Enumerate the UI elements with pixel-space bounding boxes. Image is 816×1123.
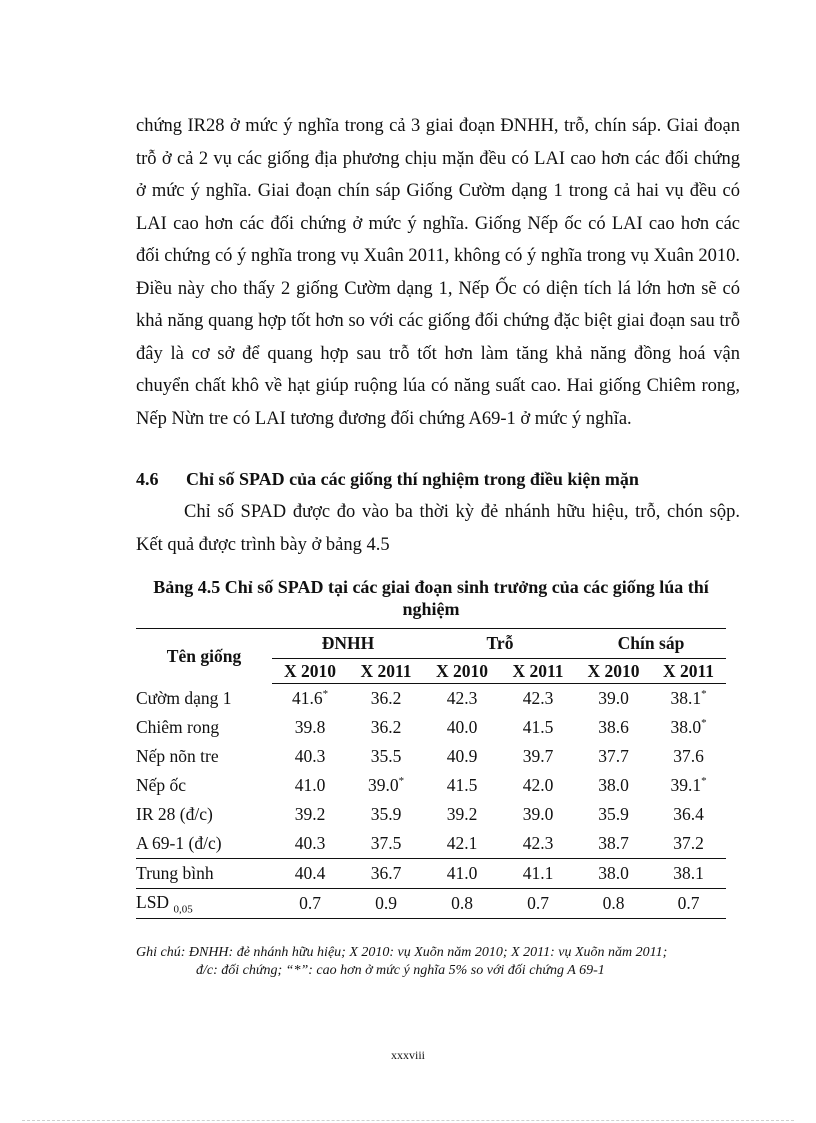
table-cell: 37.6	[673, 746, 704, 766]
table-cell: 36.4	[673, 804, 704, 824]
variety-name: A 69-1 (đ/c)	[136, 833, 222, 853]
page-bottom-divider	[22, 1120, 794, 1121]
table-cell: 38.0*	[670, 717, 707, 737]
table-row	[136, 771, 726, 800]
table-cell: 40.3	[294, 746, 326, 766]
table-cell: 0.7	[651, 889, 726, 919]
table-cell: 0.7	[272, 889, 348, 919]
table-cell: 0.8	[576, 889, 651, 919]
table-cell: 36.7	[348, 859, 424, 889]
table-caption: Bảng 4.5 Chỉ số SPAD tại các giai đoạn sinh trưởng của các giống lúa thí nghiệm	[153, 577, 709, 619]
subheader: X 2010	[424, 659, 500, 684]
table-cell: 40.3	[294, 833, 326, 853]
page-number: xxxviii	[390, 1048, 425, 1062]
body-paragraph	[136, 110, 740, 435]
table-cell: 40.4	[272, 859, 348, 889]
table-cell: 38.0	[576, 859, 651, 889]
table-cell: 39.2	[294, 804, 326, 824]
table-cell: 39.0	[598, 688, 629, 708]
note-line-2: đ/c: đối chứng; “*”: cao hơn ở mức ý nghĩa 5% so với đối chứng A 69-1	[196, 963, 605, 978]
table-cell: 38.0	[598, 775, 629, 795]
table-cell: 41.0	[424, 859, 500, 889]
spad-table	[136, 628, 726, 919]
table-cell: 42.3	[446, 688, 478, 708]
table-cell: 38.7	[598, 833, 629, 853]
table-cell: 36.2	[370, 688, 402, 708]
table-cell: 0.8	[424, 889, 500, 919]
subheader: X 2011	[348, 659, 424, 684]
table-cell: 37.5	[370, 833, 402, 853]
table-cell: 42.0	[522, 775, 554, 795]
table-cell: 41.5	[522, 717, 554, 737]
table-note	[136, 944, 740, 980]
table-cell: 39.1*	[670, 775, 707, 795]
body-paragraph-text: chứng IR28 ở mức ý nghĩa trong cả 3 giai đoạn ĐNHH, trỗ, chín sáp. Giai đoạn trỗ ở cả 2 vụ các giống địa phương chịu mặn đều có LAI cao hơn các đối chứng ở mức ý nghĩa. Giai đoạn chín sáp Giống Cườm dạng 1 trong cả hai vụ đều có LAI cao hơn các đối chứng ở mức ý nghĩa. Giống Nếp ốc có LAI cao hơn các đối chứng có ý nghĩa trong vụ Xuân 2011, không có ý nghĩa trong vụ Xuân 2010. Điều này cho thấy 2 giống Cườm dạng 1, Nếp Ốc có diện tích lá lớn hơn sẽ có khả năng quang hợp tốt hơn so với các giống đối chứng đặc biệt giai đoạn sau trỗ đây là cơ sở để quang hợp sau trỗ tốt hơn làm tăng khả năng đồng hoá vận chuyển chất khô về hạt giúp ruộng lúa có năng suất cao. Hai giống Chiêm rong, Nếp Nừn tre có LAI tương đương đối chứng A69-1 ở mức ý nghĩa.	[136, 116, 740, 429]
table-cell: 39.8	[294, 717, 326, 737]
variety-name: Chiêm rong	[136, 717, 220, 737]
table-cell: 42.1	[446, 833, 478, 853]
intro-paragraph	[136, 496, 740, 561]
table-cell: 42.3	[522, 833, 554, 853]
table-cell: 41.6*	[291, 688, 329, 708]
variety-name: Nếp nõn tre	[136, 746, 219, 766]
section-title: Chỉ số SPAD của các giống thí nghiệm trong điều kiện mặn	[186, 469, 639, 489]
table-cell: 35.5	[370, 746, 402, 766]
table-cell: 37.2	[673, 833, 704, 853]
table-cell: 38.1	[651, 859, 726, 889]
group-header-tro: Trỗ	[424, 629, 576, 659]
variety-name: Trung bình	[136, 859, 272, 889]
table-cell: 35.9	[370, 804, 402, 824]
table-cell: 39.7	[522, 746, 554, 766]
table-row	[136, 859, 726, 889]
table-cell: 36.2	[370, 717, 402, 737]
table-row	[136, 684, 726, 714]
subheader: X 2010	[576, 659, 651, 684]
table-row	[136, 742, 726, 771]
table-cell: 40.9	[446, 746, 478, 766]
group-header-dnhh: ĐNHH	[272, 629, 424, 659]
section-number: 4.6	[136, 469, 159, 489]
table-cell: 38.6	[598, 717, 629, 737]
table-row	[136, 800, 726, 829]
variety-name: Nếp ốc	[136, 775, 187, 795]
table-cell: 41.5	[446, 775, 478, 795]
table-cell: 40.0	[446, 717, 478, 737]
subheader: X 2010	[272, 659, 348, 684]
note-line-1: Ghi chú: ĐNHH: đẻ nhánh hữu hiệu; X 2010: vụ Xuõn năm 2010; X 2011: vụ Xuõn năm 2011;	[136, 945, 668, 960]
table-cell: 0.7	[500, 889, 576, 919]
variety-name: LSD $_{0,05}$	[136, 889, 272, 919]
table-row	[136, 889, 726, 919]
table-cell: 42.3	[522, 688, 554, 708]
table-cell: 41.0	[294, 775, 326, 795]
table-row	[136, 713, 726, 742]
subheader: X 2011	[651, 659, 726, 684]
group-header-chin-sap: Chín sáp	[576, 629, 726, 659]
table-cell: 39.0	[522, 804, 554, 824]
table-cell: 39.2	[446, 804, 478, 824]
table-cell: 41.1	[500, 859, 576, 889]
variety-name: Cườm dạng 1	[136, 687, 232, 708]
variety-name: IR 28 (đ/c)	[136, 804, 213, 824]
table-row	[136, 829, 726, 859]
intro-paragraph-text: Chỉ số SPAD được đo vào ba thời kỳ đẻ nhánh hữu hiệu, trỗ, chón sộp. Kết quả được trình bày ở bảng 4.5	[136, 502, 740, 555]
table-cell: 0.9	[348, 889, 424, 919]
subheader: X 2011	[500, 659, 576, 684]
table-cell: 35.9	[598, 804, 629, 824]
table-cell: 39.0*	[367, 775, 405, 795]
table-cell: 38.1*	[670, 688, 707, 708]
section-heading	[136, 466, 740, 492]
row-header: Tên giống	[136, 629, 272, 684]
table-cell: 37.7	[598, 746, 629, 766]
